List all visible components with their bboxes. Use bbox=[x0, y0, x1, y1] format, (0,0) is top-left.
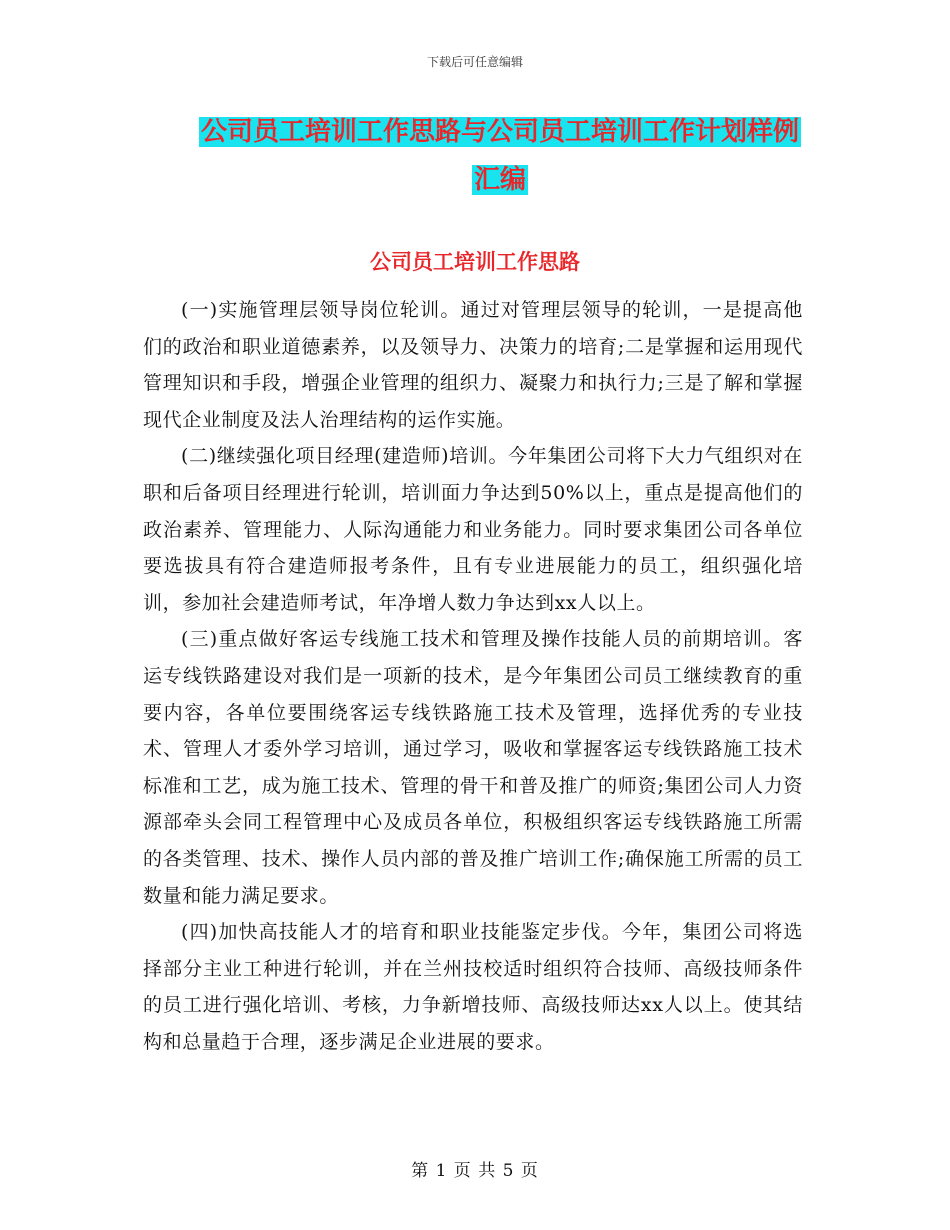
document-title-line-1: 公司员工培训工作思路与公司员工培训工作计划样例 bbox=[200, 117, 799, 147]
paragraph-4: (四)加快高技能人才的培育和职业技能鉴定步伐。今年，集团公司将选择部分主业工种进行轮训，并在兰州技校适时组织符合技师、高级技师条件的员工进行强化培训、考核，力争新增技师、高级技师达xx人以上。使其结构和总量趋于合理，逐步满足企业进展的要求。 bbox=[143, 921, 803, 1053]
header-note: 下载后可任意编辑 bbox=[426, 55, 523, 69]
document-title bbox=[190, 108, 810, 204]
paragraph-1: (一)实施管理层领导岗位轮训。通过对管理层领导的轮训，一是提高他们的政治和职业道德素养，以及领导力、决策力的培育;二是掌握和运用现代管理知识和手段，增强企业管理的组织力、凝聚力和执行力;三是了解和掌握现代企业制度及法人治理结构的运作实施。 bbox=[143, 299, 803, 431]
paragraph-2: (二)继续强化项目经理(建造师)培训。今年集团公司将下大力气组织对在职和后备项目经理进行轮训，培训面力争达到50%以上，重点是提高他们的政治素养、管理能力、人际沟通能力和业务能力。同时要求集团公司各单位要选拔具有符合建造师报考条件，且有专业进展能力的员工，组织强化培训，参加社会建造师考试，年净增人数力争达到xx人以上。 bbox=[143, 445, 803, 614]
document-body bbox=[143, 292, 803, 1060]
section-title: 公司员工培训工作思路 bbox=[370, 250, 580, 274]
paragraph-3: (三)重点做好客运专线施工技术和管理及操作技能人员的前期培训。客运专线铁路建设对我们是一项新的技术，是今年集团公司员工继续教育的重要内容，各单位要围绕客运专线铁路施工技术及管理，选择优秀的专业技术、管理人才委外学习培训，通过学习，吸收和掌握客运专线铁路施工技术标准和工艺，成为施工技术、管理的骨干和普及推广的师资;集团公司人力资源部牵头会同工程管理中心及成员各单位，积极组织客运专线铁路施工所需的各类管理、技术、操作人员内部的普及推广培训工作;确保施工所需的员工数量和能力满足要求。 bbox=[143, 628, 803, 907]
document-title-line-2: 汇编 bbox=[473, 165, 526, 195]
page-footer: 第 1 页 共 5 页 bbox=[411, 1161, 539, 1181]
